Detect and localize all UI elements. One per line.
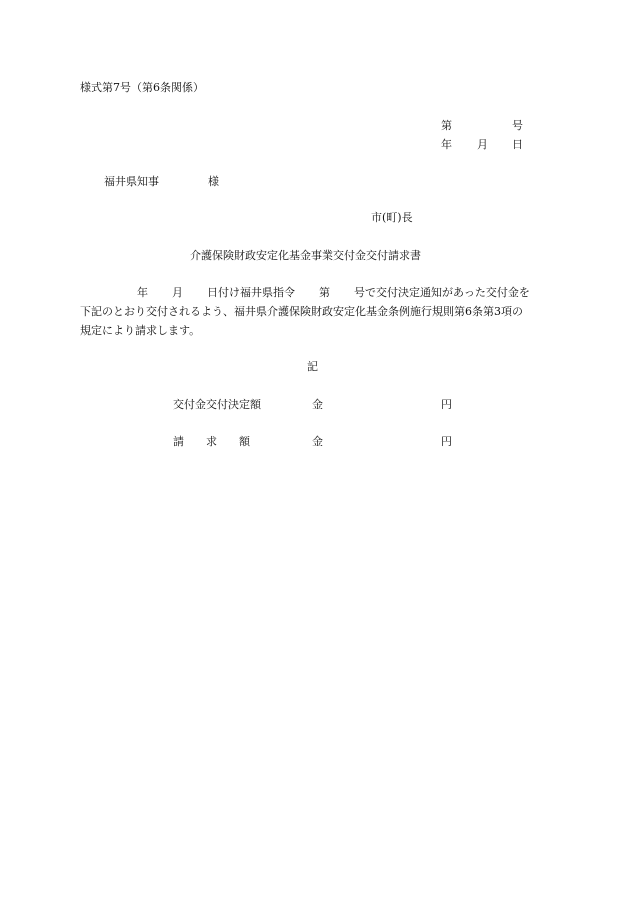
date-day-label: 日 (512, 138, 523, 151)
body-line-1 (80, 287, 552, 306)
row-kin-decided-amount: 金 (312, 398, 323, 411)
body-line-2: 下記のとおり交付されるよう、福井県介護保険財政安定化基金条例施行規則第6条第3項の (80, 305, 523, 318)
row-label-request-amount: 請 求 額 (173, 435, 250, 448)
body-year-label: 年 (137, 286, 148, 299)
date-year-label: 年 (441, 138, 452, 151)
body-paragraph (80, 287, 552, 344)
row-kin-request-amount: 金 (312, 435, 323, 448)
body-date-phrase: 日付け福井県指令 (207, 286, 295, 299)
body-month-label: 月 (172, 286, 183, 299)
form-number: 様式第7号（第6条関係） (80, 81, 204, 94)
body-number-prefix: 第 (319, 286, 330, 299)
row-yen-request-amount: 円 (441, 435, 452, 448)
ki-heading: 記 (307, 360, 318, 373)
reference-number-prefix: 第 (441, 119, 452, 132)
row-yen-decided-amount: 円 (441, 398, 452, 411)
recipient-name: 福井県知事 (104, 175, 159, 188)
recipient-honorific: 様 (208, 175, 219, 188)
date-month-label: 月 (477, 138, 488, 151)
reference-number-suffix: 号 (512, 119, 523, 132)
body-line1-rest: 号で交付決定通知があった交付金を (354, 286, 530, 299)
row-label-decided-amount: 交付金交付決定額 (173, 398, 261, 411)
document-title: 介護保険財政安定化基金事業交付金交付請求書 (190, 249, 421, 262)
sender-name: 市(町)長 (371, 211, 413, 224)
body-line-3: 規定により請求します。 (80, 324, 201, 337)
